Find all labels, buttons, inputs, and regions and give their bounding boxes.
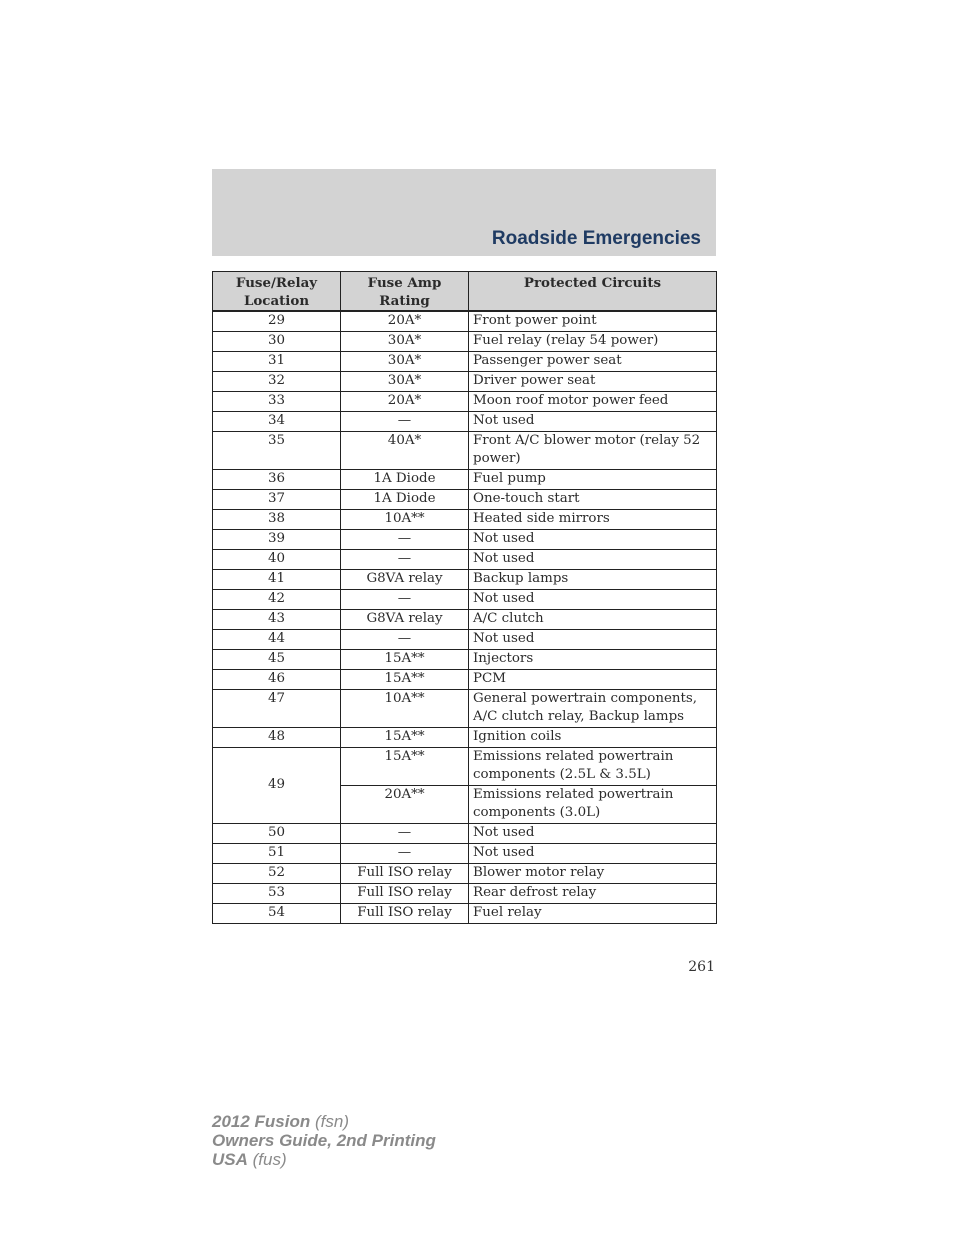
column-header-location: Fuse/Relay Location <box>213 272 341 312</box>
cell-circuit: Emissions related powertrain components (3.0L) <box>469 786 717 824</box>
cell-rating: — <box>341 530 469 550</box>
cell-circuit: Heated side mirrors <box>469 510 717 530</box>
cell-rating: — <box>341 630 469 650</box>
cell-rating: 30A* <box>341 352 469 372</box>
cell-location: 31 <box>213 352 341 372</box>
cell-location: 54 <box>213 904 341 924</box>
cell-rating: Full ISO relay <box>341 904 469 924</box>
cell-circuit: Blower motor relay <box>469 864 717 884</box>
cell-rating: — <box>341 844 469 864</box>
cell-circuit: Backup lamps <box>469 570 717 590</box>
cell-location: 50 <box>213 824 341 844</box>
cell-circuit: PCM <box>469 670 717 690</box>
cell-circuit: A/C clutch <box>469 610 717 630</box>
table-row <box>213 570 717 590</box>
cell-circuit: Passenger power seat <box>469 352 717 372</box>
table-row <box>213 590 717 610</box>
cell-location: 34 <box>213 412 341 432</box>
table-row <box>213 352 717 372</box>
cell-rating: 15A** <box>341 670 469 690</box>
table-row <box>213 864 717 884</box>
footer-line-market <box>212 1150 436 1169</box>
cell-rating: — <box>341 412 469 432</box>
cell-circuit: Not used <box>469 412 717 432</box>
cell-circuit: Front A/C blower motor (relay 52 power) <box>469 432 717 470</box>
cell-rating: 15A** <box>341 748 469 786</box>
table-row <box>213 470 717 490</box>
table-row <box>213 332 717 352</box>
cell-location: 42 <box>213 590 341 610</box>
cell-rating: 20A* <box>341 392 469 412</box>
table-row <box>213 650 717 670</box>
cell-rating: Full ISO relay <box>341 864 469 884</box>
cell-rating: 20A** <box>341 786 469 824</box>
cell-rating: 1A Diode <box>341 470 469 490</box>
document-footer <box>212 1112 436 1169</box>
cell-circuit: Ignition coils <box>469 728 717 748</box>
table-row <box>213 432 717 470</box>
table-row <box>213 392 717 412</box>
cell-rating: 10A** <box>341 690 469 728</box>
cell-circuit: Not used <box>469 844 717 864</box>
cell-circuit: Driver power seat <box>469 372 717 392</box>
cell-rating: 15A** <box>341 650 469 670</box>
cell-location: 29 <box>213 311 341 332</box>
table-row <box>213 690 717 728</box>
fuse-relay-table <box>212 271 717 924</box>
table-row <box>213 844 717 864</box>
cell-circuit: Injectors <box>469 650 717 670</box>
cell-rating: 30A* <box>341 372 469 392</box>
cell-circuit: One-touch start <box>469 490 717 510</box>
cell-location: 52 <box>213 864 341 884</box>
column-header-rating: Fuse Amp Rating <box>341 272 469 312</box>
cell-location: 38 <box>213 510 341 530</box>
cell-rating: 15A** <box>341 728 469 748</box>
footer-line-model <box>212 1112 436 1131</box>
cell-circuit: Fuel relay <box>469 904 717 924</box>
cell-location: 36 <box>213 470 341 490</box>
table-row <box>213 510 717 530</box>
cell-location: 44 <box>213 630 341 650</box>
table-row <box>213 824 717 844</box>
cell-location: 30 <box>213 332 341 352</box>
table-row <box>213 904 717 924</box>
cell-rating: G8VA relay <box>341 610 469 630</box>
footer-guide: Owners Guide, 2nd Printing <box>212 1131 436 1150</box>
cell-location: 46 <box>213 670 341 690</box>
table-row <box>213 412 717 432</box>
footer-market-code: (fus) <box>252 1150 287 1169</box>
column-header-circuits: Protected Circuits <box>469 272 717 312</box>
section-title: Roadside Emergencies <box>491 228 701 249</box>
cell-circuit: Emissions related powertrain components (2.5L & 3.5L) <box>469 748 717 786</box>
cell-circuit: Rear defrost relay <box>469 884 717 904</box>
cell-location: 37 <box>213 490 341 510</box>
cell-rating: 30A* <box>341 332 469 352</box>
cell-rating: 10A** <box>341 510 469 530</box>
cell-rating: 1A Diode <box>341 490 469 510</box>
table-row <box>213 550 717 570</box>
cell-rating: 20A* <box>341 311 469 332</box>
table-row <box>213 670 717 690</box>
cell-rating: Full ISO relay <box>341 884 469 904</box>
table-row <box>213 372 717 392</box>
cell-location: 43 <box>213 610 341 630</box>
cell-location: 53 <box>213 884 341 904</box>
cell-rating: G8VA relay <box>341 570 469 590</box>
cell-location: 40 <box>213 550 341 570</box>
table-row <box>213 748 717 786</box>
cell-rating: — <box>341 550 469 570</box>
cell-location: 33 <box>213 392 341 412</box>
cell-circuit: General powertrain components, A/C clutch relay, Backup lamps <box>469 690 717 728</box>
cell-location: 51 <box>213 844 341 864</box>
cell-location: 49 <box>213 748 341 824</box>
cell-circuit: Not used <box>469 530 717 550</box>
table-row <box>213 311 717 332</box>
table-row <box>213 728 717 748</box>
footer-model-code: (fsn) <box>315 1112 349 1131</box>
cell-rating: — <box>341 824 469 844</box>
cell-location: 39 <box>213 530 341 550</box>
table-header-row <box>213 272 717 312</box>
cell-circuit: Fuel pump <box>469 470 717 490</box>
table-row <box>213 610 717 630</box>
cell-location: 32 <box>213 372 341 392</box>
table-row <box>213 884 717 904</box>
cell-circuit: Not used <box>469 824 717 844</box>
cell-circuit: Fuel relay (relay 54 power) <box>469 332 717 352</box>
cell-circuit: Front power point <box>469 311 717 332</box>
section-header-band <box>212 169 716 256</box>
cell-circuit: Not used <box>469 550 717 570</box>
cell-location: 35 <box>213 432 341 470</box>
footer-line-guide <box>212 1131 436 1150</box>
cell-location: 48 <box>213 728 341 748</box>
cell-rating: 40A* <box>341 432 469 470</box>
cell-location: 47 <box>213 690 341 728</box>
table-row <box>213 530 717 550</box>
cell-circuit: Not used <box>469 590 717 610</box>
footer-market: USA <box>212 1150 248 1169</box>
footer-model: 2012 Fusion <box>212 1112 311 1131</box>
cell-location: 41 <box>213 570 341 590</box>
page-number: 261 <box>688 959 715 975</box>
table-row <box>213 490 717 510</box>
cell-rating: — <box>341 590 469 610</box>
table-row <box>213 630 717 650</box>
cell-circuit: Moon roof motor power feed <box>469 392 717 412</box>
cell-location: 45 <box>213 650 341 670</box>
cell-circuit: Not used <box>469 630 717 650</box>
